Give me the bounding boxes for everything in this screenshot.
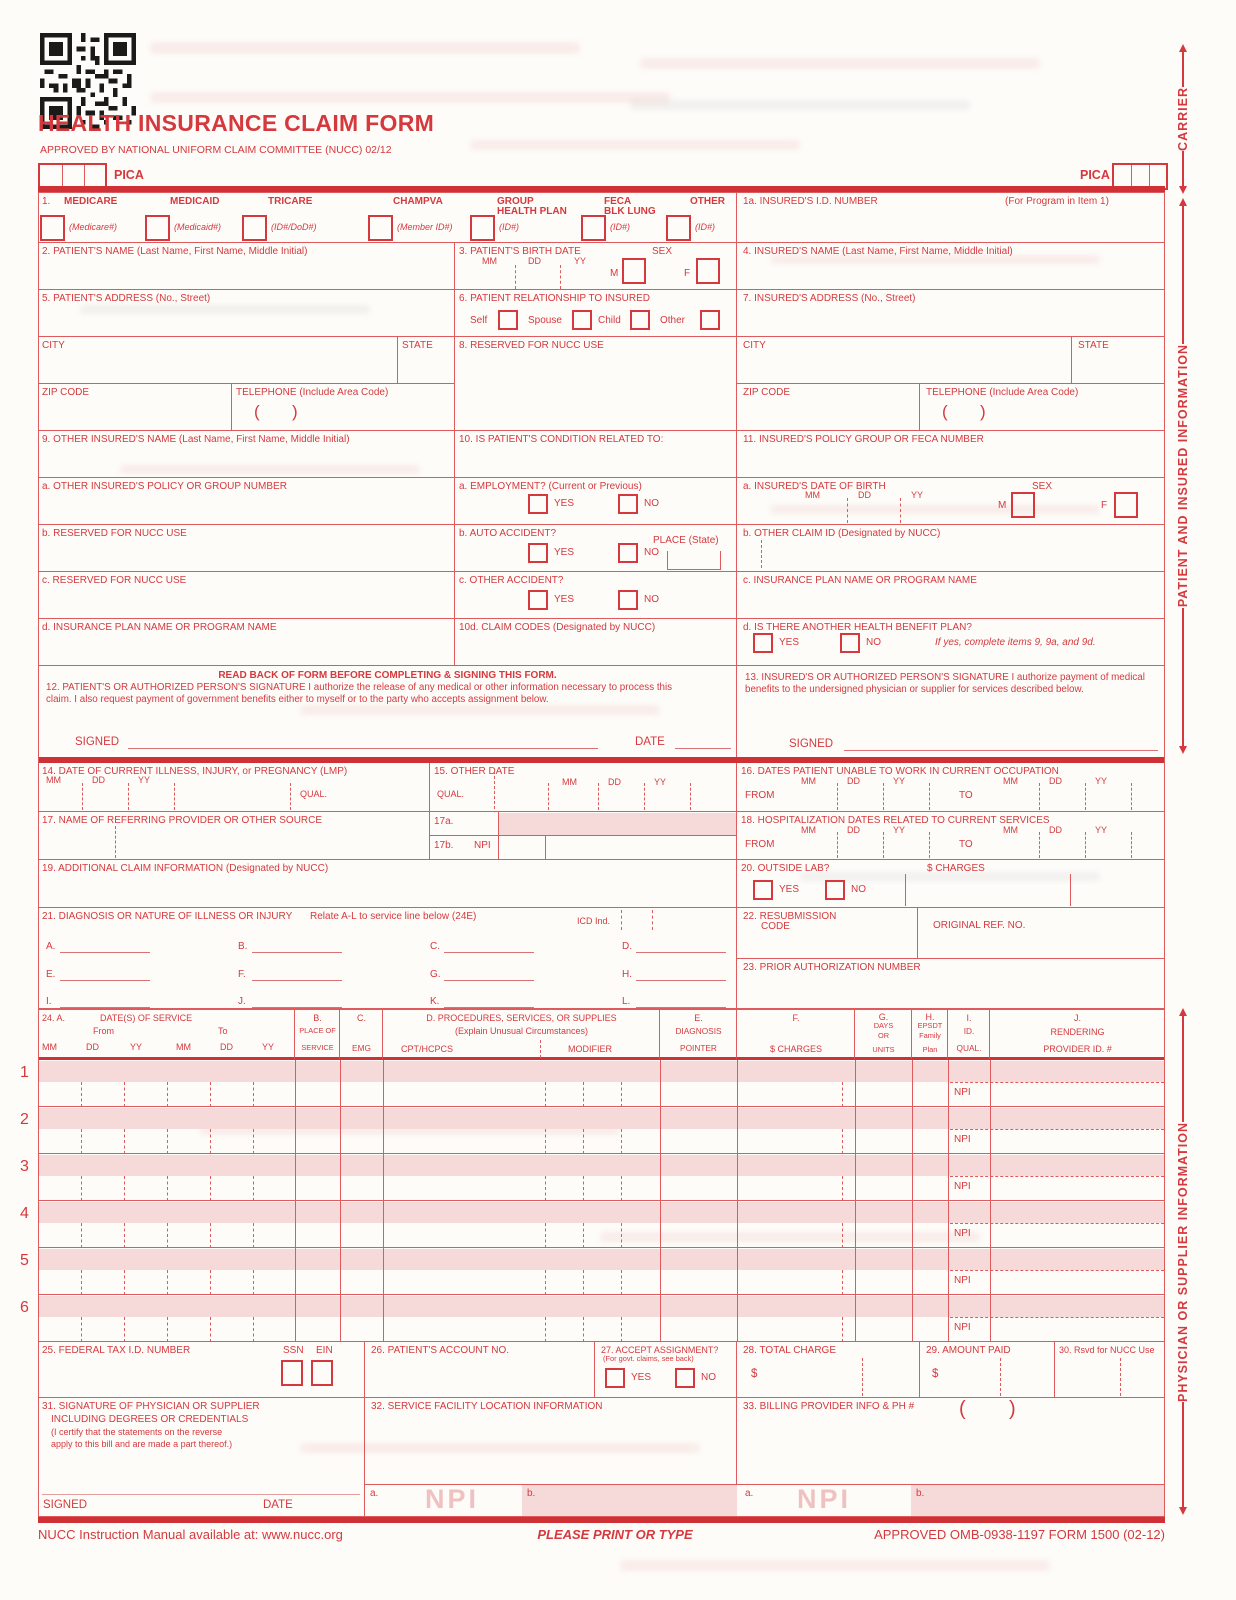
patient-state-input[interactable] xyxy=(400,350,452,381)
accept-assignment-yes-checkbox[interactable] xyxy=(605,1368,625,1388)
claim-codes-input[interactable] xyxy=(457,632,734,663)
other-insured-policy-input[interactable] xyxy=(40,491,452,522)
box2-patient-name: 2. PATIENT'S NAME (Last Name, First Name, Middle Initial) xyxy=(38,243,455,290)
diagnosis-f-input[interactable] xyxy=(252,962,342,981)
pica-label-right: PICA xyxy=(1080,168,1110,182)
ein-checkbox[interactable] xyxy=(311,1360,333,1386)
patient-account-input[interactable] xyxy=(367,1355,592,1395)
accept-assignment-no-checkbox[interactable] xyxy=(675,1368,695,1388)
relationship-other-checkbox[interactable] xyxy=(700,310,720,330)
patient-sex-male-checkbox[interactable] xyxy=(622,258,646,284)
box31-physician-signature: 31. SIGNATURE OF PHYSICIAN OR SUPPLIER INCLUDING DEGREES OR CREDENTIALS (I certify that the statements on the reverse apply to this bill and are made a part thereof.) SIGNED DATE xyxy=(38,1398,365,1517)
footer-print-or-type: PLEASE PRINT OR TYPE xyxy=(537,1527,693,1542)
patient-city-cell: CITY xyxy=(38,337,398,384)
another-plan-no-checkbox[interactable] xyxy=(840,633,860,653)
employment-no-checkbox[interactable] xyxy=(618,494,638,514)
paren-close: ) xyxy=(1009,1398,1016,1420)
federal-tax-id-input[interactable] xyxy=(42,1358,272,1392)
diagnosis-c-input[interactable] xyxy=(444,934,534,953)
box9a-other-insured-policy: a. OTHER INSURED'S POLICY OR GROUP NUMBER xyxy=(38,478,455,525)
insured-address-input[interactable] xyxy=(739,303,1163,334)
box17a-shaded-field[interactable] xyxy=(499,813,736,835)
diagnosis-a-input[interactable] xyxy=(60,934,150,953)
patient-zip-input[interactable] xyxy=(40,397,229,428)
box17-referring-provider: 17. NAME OF REFERRING PROVIDER OR OTHER SOURCE xyxy=(38,812,430,860)
paren-open: ( xyxy=(942,402,948,421)
box9b-reserved: b. RESERVED FOR NUCC USE xyxy=(38,525,455,572)
additional-claim-info-input[interactable] xyxy=(40,873,734,905)
box9d-insurance-plan: d. INSURANCE PLAN NAME OR PROGRAM NAME xyxy=(38,619,455,666)
box10b-auto-accident: b. AUTO ACCIDENT? PLACE (State) YES NO xyxy=(455,525,737,572)
insured-policy-group-input[interactable] xyxy=(739,444,1163,475)
outside-lab-no-checkbox[interactable] xyxy=(825,880,845,900)
patient-insured-margin-label: PATIENT AND INSURED INFORMATION xyxy=(1168,198,1198,754)
arrow-down-icon xyxy=(1179,746,1187,754)
medicaid-checkbox[interactable] xyxy=(145,215,170,241)
box23-prior-authorization: 23. PRIOR AUTHORIZATION NUMBER xyxy=(737,959,1165,1010)
box32-service-facility: 32. SERVICE FACILITY LOCATION INFORMATION a. NPI b. xyxy=(365,1398,737,1517)
service-line-row-6[interactable]: 6 NPI xyxy=(38,1295,1165,1342)
other-claim-id-input[interactable] xyxy=(739,538,1163,569)
box32b-shaded-field[interactable] xyxy=(522,1485,737,1517)
npi-watermark: NPI xyxy=(425,1484,480,1514)
original-ref-no-input[interactable] xyxy=(919,932,1159,956)
box10c-other-accident: c. OTHER ACCIDENT? YES NO xyxy=(455,572,737,619)
diagnosis-d-input[interactable] xyxy=(636,934,726,953)
insured-city-input[interactable] xyxy=(739,350,1069,381)
insured-zip-cell: ZIP CODE xyxy=(737,384,920,431)
npi-watermark: NPI xyxy=(797,1484,852,1514)
insurance-plan-name-input[interactable] xyxy=(739,585,1163,616)
box4-insured-name: 4. INSURED'S NAME (Last Name, First Name, Middle Initial) xyxy=(737,243,1165,290)
prior-authorization-input[interactable] xyxy=(739,972,1163,1006)
col24i-header: I. ID. QUAL. xyxy=(948,1010,990,1060)
diagnosis-i-input[interactable] xyxy=(60,989,150,1008)
insured-state-input[interactable] xyxy=(1074,350,1163,381)
patient-address-input[interactable] xyxy=(40,303,452,334)
insured-sex-female-checkbox[interactable] xyxy=(1114,492,1138,518)
insured-sex-male-checkbox[interactable] xyxy=(1011,492,1035,518)
arrow-up-icon xyxy=(1179,198,1187,206)
box21-diagnosis: 21. DIAGNOSIS OR NATURE OF ILLNESS OR INJURY Relate A-L to service line below (24E) ICD Ind. A. B. C. D. E. F. G. H. I. J. K. L. xyxy=(38,908,737,1010)
other-accident-yes-checkbox[interactable] xyxy=(528,590,548,610)
col24f-header: F. $ CHARGES xyxy=(737,1010,855,1060)
arrow-up-icon xyxy=(1179,1008,1187,1016)
patient-signature-line[interactable] xyxy=(128,722,598,749)
diagnosis-h-input[interactable] xyxy=(636,962,726,981)
box13-insured-signature: 13. INSURED'S OR AUTHORIZED PERSON'S SIGNATURE I authorize payment of medical benefits to the undersigned physician or supplier for services described below. SIGNED xyxy=(737,666,1165,757)
col24c-header: C. EMG xyxy=(340,1010,383,1060)
service-line-row-4[interactable]: 4 NPI xyxy=(38,1201,1165,1248)
other-accident-no-checkbox[interactable] xyxy=(618,590,638,610)
other-coverage-checkbox[interactable] xyxy=(666,215,691,241)
champva-checkbox[interactable] xyxy=(368,215,393,241)
auto-accident-yes-checkbox[interactable] xyxy=(528,543,548,563)
patient-signature-date-line[interactable] xyxy=(675,722,731,749)
box27-accept-assignment: 27. ACCEPT ASSIGNMENT? (For govt. claims, see back) YES NO xyxy=(595,1342,737,1398)
paren-close: ) xyxy=(292,402,298,421)
auto-accident-no-checkbox[interactable] xyxy=(618,543,638,563)
carrier-margin-label: CARRIER xyxy=(1168,44,1198,194)
col24h-header: H. EPSDT Family Plan xyxy=(912,1010,948,1060)
diagnosis-b-input[interactable] xyxy=(252,934,342,953)
patient-phone-input[interactable] xyxy=(234,397,452,428)
box12-patient-signature: READ BACK OF FORM BEFORE COMPLETING & SIGNING THIS FORM. 12. PATIENT'S OR AUTHORIZED PERSON'S SIGNATURE I authorize the release of any medical or other information necessary to process this claim. I also request payment of government benefits either to myself or to the party who accepts assignment below. SIGNED DATE xyxy=(38,666,737,757)
other-insured-name-input[interactable] xyxy=(40,444,452,475)
box11b-other-claim-id: b. OTHER CLAIM ID (Designated by NUCC) xyxy=(737,525,1165,572)
service-line-row-1[interactable]: 1 NPI xyxy=(38,1060,1165,1107)
paren-open: ( xyxy=(959,1398,966,1420)
box33b-shaded-field[interactable] xyxy=(911,1485,1164,1517)
box6-patient-relationship: 6. PATIENT RELATIONSHIP TO INSURED Self Spouse Child Other xyxy=(455,290,737,337)
box17ab-referring-ids: 17a. 17b. NPI xyxy=(430,812,737,860)
insured-state-cell: STATE xyxy=(1072,337,1165,384)
box7-insured-address: 7. INSURED'S ADDRESS (No., Street) xyxy=(737,290,1165,337)
pica-label-left: PICA xyxy=(114,168,144,182)
insured-id-input[interactable] xyxy=(739,205,1163,240)
box3-patient-birthdate-sex: 3. PATIENT'S BIRTH DATE MM DD YY SEX M F xyxy=(455,243,737,290)
box30-rsvd-nucc: 30. Rsvd for NUCC Use xyxy=(1055,1342,1165,1398)
service-line-row-2[interactable]: 2 NPI xyxy=(38,1107,1165,1154)
service-facility-input[interactable] xyxy=(367,1414,735,1482)
box1-coverage-type: 1. MEDICARE MEDICAID TRICARE CHAMPVA GROUP HEALTH PLAN FECA BLK LUNG OTHER (Medicare#) (Medicaid#) (ID#/DoD#) (Member ID#) (ID#) (ID#) (ID#) xyxy=(38,192,737,243)
service-line-row-5[interactable]: 5 NPI xyxy=(38,1248,1165,1295)
col24e-header: E. DIAGNOSIS POINTER xyxy=(660,1010,737,1060)
box5-patient-address: 5. PATIENT'S ADDRESS (No., Street) xyxy=(38,290,455,337)
box33-billing-provider: 33. BILLING PROVIDER INFO & PH # ( ) a. NPI b. xyxy=(737,1398,1165,1517)
service-line-row-3[interactable]: 3 NPI xyxy=(38,1154,1165,1201)
relationship-self-checkbox[interactable] xyxy=(498,310,518,330)
box1a-insured-id: 1a. INSURED'S I.D. NUMBER (For Program in Item 1) xyxy=(737,192,1165,243)
outside-lab-charges-input[interactable] xyxy=(907,876,1067,904)
outside-lab-yes-checkbox[interactable] xyxy=(753,880,773,900)
box10-condition-related: 10. IS PATIENT'S CONDITION RELATED TO: xyxy=(455,431,737,478)
col24b-header: B. PLACE OF SERVICE xyxy=(295,1010,340,1060)
box20-outside-lab: 20. OUTSIDE LAB? $ CHARGES YES NO xyxy=(737,860,1165,908)
medicare-checkbox[interactable] xyxy=(40,215,65,241)
form-title: HEALTH INSURANCE CLAIM FORM xyxy=(38,110,435,136)
box11d-another-plan: d. IS THERE ANOTHER HEALTH BENEFIT PLAN? YES NO If yes, complete items 9, 9a, and 9d. xyxy=(737,619,1165,666)
referring-npi-input[interactable] xyxy=(546,836,736,859)
arrow-down-icon xyxy=(1179,1507,1187,1515)
arrow-up-icon xyxy=(1179,44,1187,52)
box11-insured-policy-group: 11. INSURED'S POLICY GROUP OR FECA NUMBER xyxy=(737,431,1165,478)
box10d-claim-codes: 10d. CLAIM CODES (Designated by NUCC) xyxy=(455,619,737,666)
approved-line: APPROVED BY NATIONAL UNIFORM CLAIM COMMITTEE (NUCC) 02/12 xyxy=(40,144,392,156)
col24j-header: J. RENDERING PROVIDER ID. # xyxy=(990,1010,1165,1060)
diagnosis-g-input[interactable] xyxy=(444,962,534,981)
box9c-reserved: c. RESERVED FOR NUCC USE xyxy=(38,572,455,619)
box14-current-illness-date: 14. DATE OF CURRENT ILLNESS, INJURY, or PREGNANCY (LMP) MM DD YY QUAL. xyxy=(38,763,430,812)
group-health-plan-checkbox[interactable] xyxy=(470,215,495,241)
physician-signature-area[interactable] xyxy=(42,1454,360,1494)
box22-resubmission: 22. RESUBMISSION CODE ORIGINAL REF. NO. xyxy=(737,908,1165,959)
tricare-checkbox[interactable] xyxy=(242,215,267,241)
footer-nucc-manual: NUCC Instruction Manual available at: www.nucc.org xyxy=(38,1527,343,1542)
referring-provider-input[interactable] xyxy=(40,825,427,857)
paren-open: ( xyxy=(254,402,260,421)
another-plan-yes-checkbox[interactable] xyxy=(753,633,773,653)
ssn-checkbox[interactable] xyxy=(281,1360,303,1386)
box19-additional-claim-info: 19. ADDITIONAL CLAIM INFORMATION (Designated by NUCC) xyxy=(38,860,737,908)
insured-city-cell: CITY xyxy=(737,337,1072,384)
patient-phone-cell: TELEPHONE (Include Area Code) ( ) xyxy=(232,384,455,431)
amount-paid-input[interactable] xyxy=(946,1360,1051,1394)
box9-other-insured-name: 9. OTHER INSURED'S NAME (Last Name, First Name, Middle Initial) xyxy=(38,431,455,478)
box11a-insured-birthdate-sex: a. INSURED'S DATE OF BIRTH MM DD YY SEX M F xyxy=(737,478,1165,525)
relationship-spouse-checkbox[interactable] xyxy=(572,310,592,330)
diagnosis-l-input[interactable] xyxy=(636,989,726,1008)
patient-zip-cell: ZIP CODE xyxy=(38,384,232,431)
box28-total-charge: 28. TOTAL CHARGE $ xyxy=(737,1342,920,1398)
insured-signature-line[interactable] xyxy=(844,724,1158,751)
box11c-insurance-plan: c. INSURANCE PLAN NAME OR PROGRAM NAME xyxy=(737,572,1165,619)
diagnosis-e-input[interactable] xyxy=(60,962,150,981)
patient-city-input[interactable] xyxy=(40,350,395,381)
relationship-child-checkbox[interactable] xyxy=(630,310,650,330)
patient-sex-female-checkbox[interactable] xyxy=(696,258,720,284)
patient-state-cell: STATE xyxy=(398,337,455,384)
patient-name-input[interactable] xyxy=(40,256,452,287)
total-charge-input[interactable] xyxy=(765,1360,915,1394)
diagnosis-k-input[interactable] xyxy=(444,989,534,1008)
diagnosis-j-input[interactable] xyxy=(252,989,342,1008)
feca-blk-lung-checkbox[interactable] xyxy=(581,215,606,241)
box25-federal-tax-id: 25. FEDERAL TAX I.D. NUMBER SSN EIN xyxy=(38,1342,365,1398)
other-insurance-plan-input[interactable] xyxy=(40,632,452,663)
col24d-header: D. PROCEDURES, SERVICES, OR SUPPLIES (Explain Unusual Circumstances) CPT/HCPCS MODIFIER xyxy=(383,1010,660,1060)
col24g-header: G. DAYS OR UNITS xyxy=(855,1010,912,1060)
box8-reserved-nucc: 8. RESERVED FOR NUCC USE xyxy=(455,337,737,431)
billing-provider-input[interactable] xyxy=(739,1418,1163,1482)
box16-unable-to-work-dates: 16. DATES PATIENT UNABLE TO WORK IN CURRENT OCCUPATION MM DD YY MM DD YY FROM TO xyxy=(737,763,1165,812)
insured-phone-input[interactable] xyxy=(922,397,1163,428)
box10a-employment: a. EMPLOYMENT? (Current or Previous) YES NO xyxy=(455,478,737,525)
box26-patient-account: 26. PATIENT'S ACCOUNT NO. xyxy=(365,1342,595,1398)
physician-supplier-margin-label: PHYSICIAN OR SUPPLIER INFORMATION xyxy=(1168,1008,1198,1515)
accident-place-input[interactable] xyxy=(667,551,721,570)
footer-omb-approval: APPROVED OMB-0938-1197 FORM 1500 (02-12) xyxy=(874,1527,1165,1542)
paren-close: ) xyxy=(980,402,986,421)
insured-name-input[interactable] xyxy=(739,256,1163,287)
box29-amount-paid: 29. AMOUNT PAID $ xyxy=(920,1342,1055,1398)
employment-yes-checkbox[interactable] xyxy=(528,494,548,514)
box18-hospitalization-dates: 18. HOSPITALIZATION DATES RELATED TO CURRENT SERVICES MM DD YY MM DD YY FROM TO xyxy=(737,812,1165,860)
box15-other-date: 15. OTHER DATE QUAL. MM DD YY xyxy=(430,763,737,812)
insured-phone-cell: TELEPHONE (Include Area Code) ( ) xyxy=(920,384,1165,431)
divider-bar-bottom xyxy=(38,1517,1165,1523)
arrow-down-icon xyxy=(1179,186,1187,194)
col24a-header: 24. A. DATE(S) OF SERVICE From To MM DD YY MM DD YY xyxy=(38,1010,295,1060)
insured-zip-input[interactable] xyxy=(739,397,917,428)
